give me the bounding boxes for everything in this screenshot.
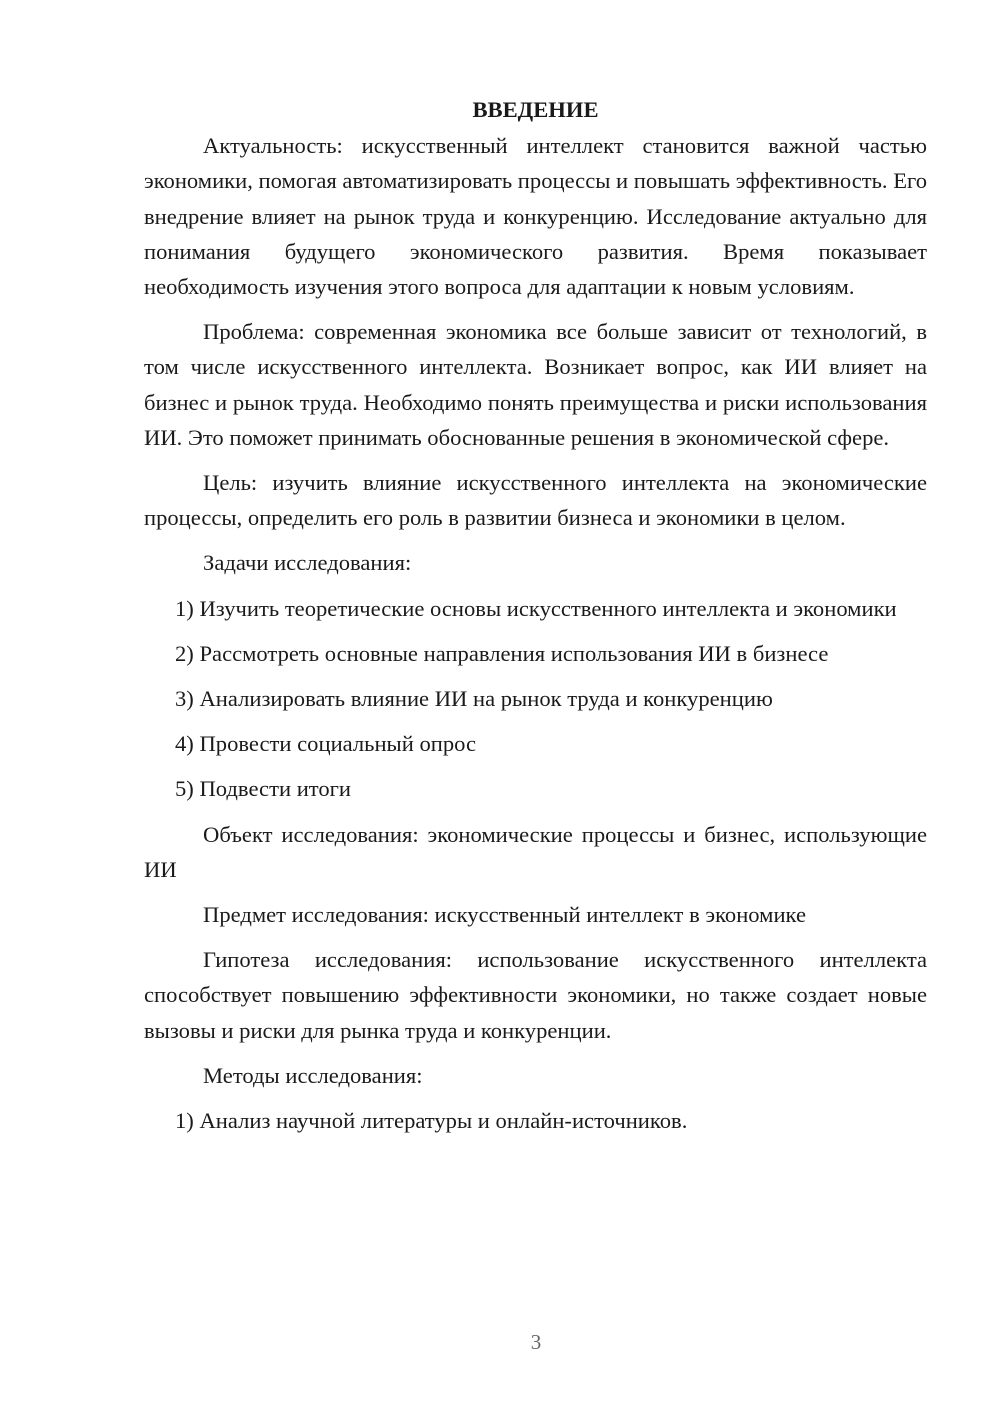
task-item-3: 3) Анализировать влияние ИИ на рынок труда и конкуренцию [175, 686, 773, 712]
task-item-2: 2) Рассмотреть основные направления использования ИИ в бизнесе [175, 640, 829, 666]
subject-paragraph: Предмет исследования: искусственный интеллект в экономике [203, 902, 806, 928]
relevance-paragraph: Актуальность: искусственный интеллект становится важной частью экономики, помогая автоматизировать процессы и повышать эффективность. Его внедрение влияет на рынок труда и конкуренцию. Исследование актуально для понимания будущего экономического развития. Время показывает необходимость изучения этого вопроса для адаптации к новым условиям. [144, 133, 928, 300]
page-title: ВВЕДЕНИЕ [472, 97, 599, 122]
hypothesis-paragraph: Гипотеза исследования: использование искусственного интеллекта способствует повышению эффективности экономики, но также создает новые вызовы и риски для рынка труда и конкуренции. [144, 947, 927, 1043]
task-item-1: 1) Изучить теоретические основы искусственного интеллекта и экономики [175, 595, 897, 621]
method-item-1: 1) Анализ научной литературы и онлайн-источников. [175, 1108, 688, 1134]
problem-paragraph: Проблема: современная экономика все больше зависит от технологий, в том числе искусственного интеллекта. Возникает вопрос, как ИИ влияет на бизнес и рынок труда. Необходимо понять преимущества и риски использования ИИ. Это поможет принимать обоснованные решения в экономической сфере. [144, 319, 927, 450]
task-item-5: 5) Подвести итоги [175, 776, 352, 802]
task-item-4: 4) Провести социальный опрос [175, 731, 477, 757]
goal-paragraph: Цель: изучить влияние искусственного интеллекта на экономические процессы, определить его роль в развитии бизнеса и экономики в целом. [144, 470, 927, 531]
tasks-heading: Задачи исследования: [203, 550, 412, 576]
document-page [144, 92, 927, 1148]
object-paragraph: Объект исследования: экономические процессы и бизнес, использующие ИИ [144, 821, 927, 882]
methods-heading: Методы исследования: [203, 1062, 423, 1088]
page-number: 3 [530, 1330, 542, 1354]
